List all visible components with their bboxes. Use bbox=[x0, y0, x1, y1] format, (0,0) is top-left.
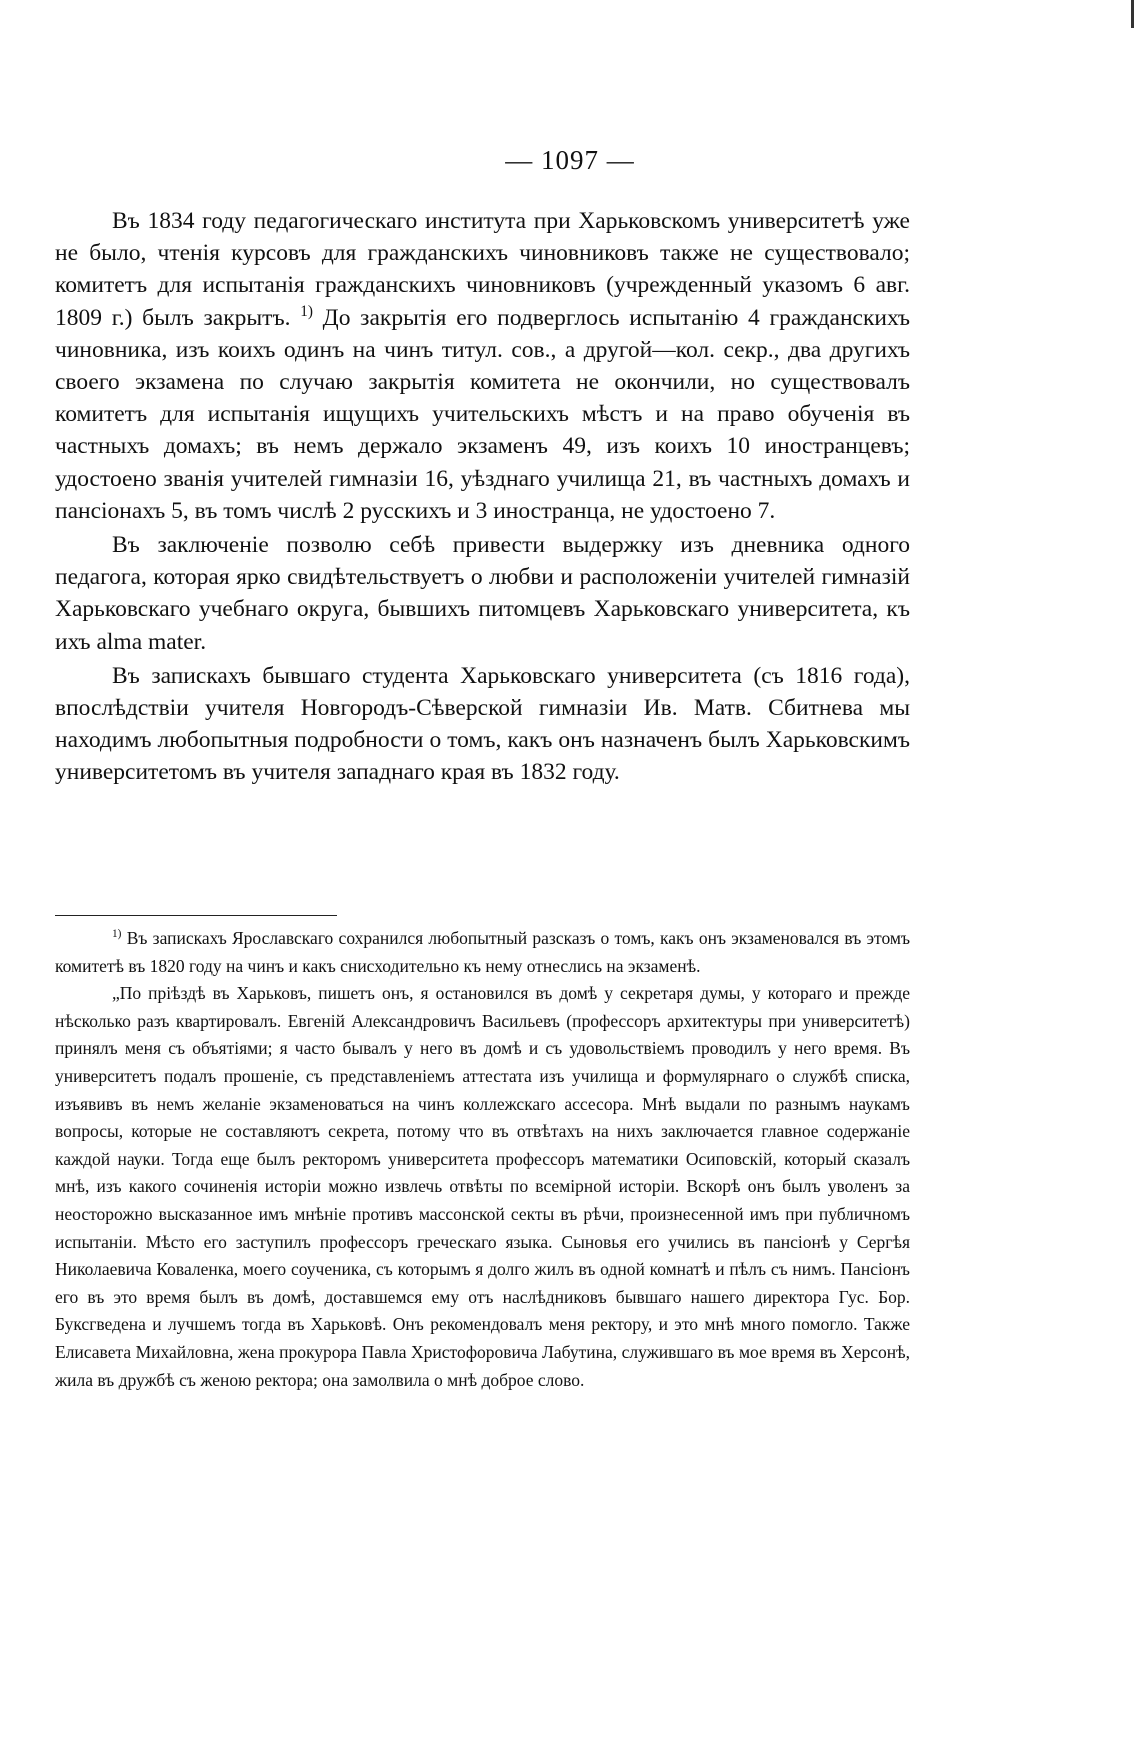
footnote-divider bbox=[55, 915, 337, 916]
footnotes bbox=[55, 925, 910, 1394]
page-number: — 1097 — bbox=[505, 145, 635, 175]
paragraph-1-continuation: До закрытія его подверглось испытанію 4 гражданскихъ чиновника, изъ коихъ одинъ на чинъ титул. сов., а другой—кол. секр., два другихъ своего экзамена по случаю закрытія комитета не окончили, но существовалъ комитетъ для испытанія ищущихъ учительскихъ мѣстъ и на право обученія въ частныхъ домахъ; въ немъ держало экзаменъ 49, изъ коихъ 10 иностранцевъ; удостоено званія учителей гимназіи 16, уѣзднаго училища 21, въ частныхъ домахъ и пансіонахъ 5, въ томъ числѣ 2 русскихъ и 3 иностранца, не удостоено 7. bbox=[55, 304, 910, 524]
paragraph-2: Въ заключеніе позволю себѣ привести выдержку изъ дневника одного педагога, которая ярко свидѣтельствуетъ о любви и расположеніи учителей гимназій Харьковскаго учебнаго округа, бывшихъ питомцевъ Харьковскаго университета, къ ихъ alma mater. bbox=[55, 532, 910, 655]
paragraph-1-text: Въ 1834 году педагогическаго института при Харьковскомъ университетѣ уже не было, чтенія курсовъ для гражданскихъ чиновниковъ также не существовало; комитетъ для испытанія гражданскихъ чиновниковъ (учрежденный указомъ 6 авг. 1809 г.) былъ закрытъ. bbox=[55, 208, 910, 331]
footnote-1-text: Въ запискахъ Ярославскаго сохранился любопытный разсказъ о томъ, какъ онъ экзаменовался въ этомъ комитетѣ въ 1820 году на чинъ и какъ снисходительно къ нему отнеслись на экзаменѣ. bbox=[55, 928, 911, 976]
main-text bbox=[55, 205, 910, 789]
footnote-1 bbox=[55, 925, 910, 980]
scan-edge-mark bbox=[1131, 0, 1134, 28]
footnote-reference: 1) bbox=[300, 302, 313, 320]
footnote-quote: „По пріѣздѣ въ Харьковъ, пишетъ онъ, я остановился въ домѣ у секретаря думы, у котораго и прежде нѣсколько разъ квартировалъ. Евгеній Александровичъ Васильевъ (профессоръ архитектуры при университетѣ) принялъ меня съ объятіями; я часто бывалъ у него въ домѣ и съ удовольствіемъ проводилъ у него время. Въ университетъ подалъ прошеніе, съ представленіемъ аттестата изъ училища и формулярнаго о службѣ списка, изъявивъ въ немъ желаніе экзаменоваться на чинъ коллежскаго ассесора. Мнѣ выдали по разнымъ наукамъ вопросы, которые не составляютъ секрета, потому что въ отвѣтахъ на нихъ заключается главное содержаніе каждой науки. Тогда еще былъ ректоромъ университета профессоръ математики Осиповскій, который сказалъ мнѣ, изъ какого сочиненія исторіи можно извлечь отвѣты по всемірной исторіи. Вскорѣ онъ былъ уволенъ за неосторожно высказанное имъ мнѣніе противъ массонской секты въ рѣчи, произнесенной имъ при публичномъ испытаніи. Мѣсто его заступилъ профессоръ греческаго языка. Сыновья его учились въ пансіонѣ у Сергѣя Николаевича Коваленка, моего соученика, съ которымъ я долго жилъ въ одной комнатѣ и пѣлъ съ нимъ. Пансіонъ его въ это время былъ въ домѣ, доставшемся ему отъ наслѣдниковъ бывшаго нашего директора Гус. Бор. Буксгведена и лучшемъ тогда въ Харьковѣ. Онъ рекомендовалъ меня ректору, и это мнѣ много помогло. Также Елисавета Михайловна, жена прокурора Павла Христофоровича Лабутина, служившаго въ мое время въ Херсонѣ, жила въ дружбѣ съ женою ректора; она замолвила о мнѣ доброе слово. bbox=[55, 983, 910, 1390]
footnote-marker: 1) bbox=[112, 928, 122, 941]
paragraph-3: Въ запискахъ бывшаго студента Харьковскаго университета (съ 1816 года), впослѣдствіи учителя Новгородъ-Сѣверской гимназіи Ив. Матв. Сбитнева мы находимъ любопытныя подробности о томъ, какъ онъ назначенъ былъ Харьковскимъ университетомъ въ учителя западнаго края въ 1832 году. bbox=[55, 662, 910, 786]
paragraph-1 bbox=[55, 205, 910, 527]
